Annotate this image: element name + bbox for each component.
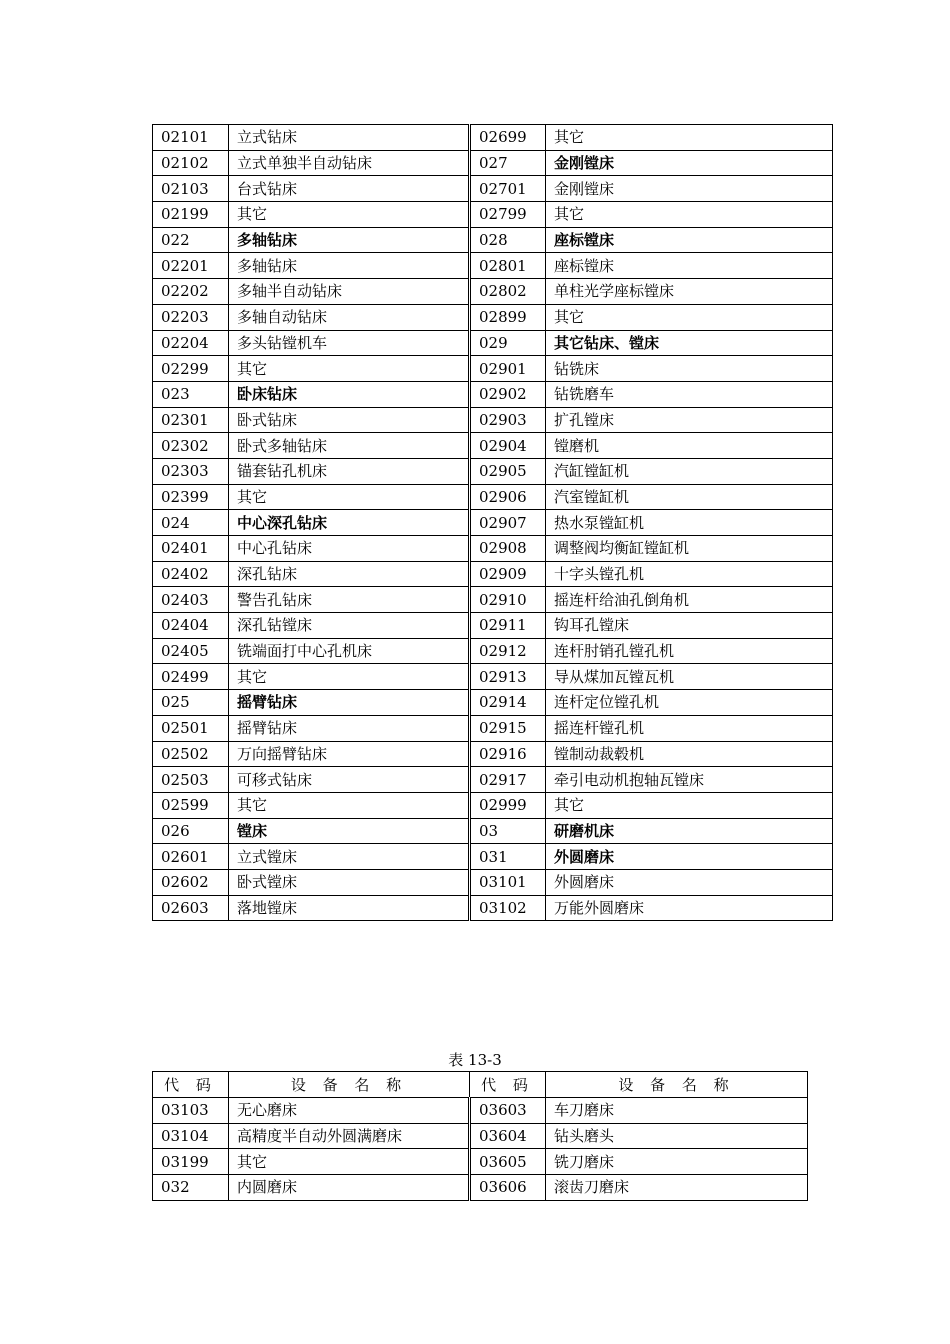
table-body [153,125,833,921]
code-cell-right: 03606 [470,1175,546,1201]
name-cell-right: 汽缸镗缸机 [546,458,833,484]
table-row [153,561,833,587]
code-cell-right: 03605 [470,1149,546,1175]
name-cell-right: 牵引电动机抱轴瓦镗床 [546,767,833,793]
name-cell-left: 卧式钻床 [229,407,470,433]
name-cell-left: 深孔钻床 [229,561,470,587]
code-cell-left: 026 [153,818,229,844]
code-cell-left: 02201 [153,253,229,279]
code-cell-left: 02402 [153,561,229,587]
code-cell-right: 02907 [470,510,546,536]
name-cell-left: 卧式多轴钻床 [229,433,470,459]
code-cell-left: 02103 [153,176,229,202]
name-cell-left: 其它 [229,664,470,690]
name-cell-right: 镗制动裁毂机 [546,741,833,767]
name-cell-right: 摇连杆镗孔机 [546,715,833,741]
name-cell-left: 多轴钻床 [229,227,470,253]
code-cell-right: 02909 [470,561,546,587]
table-row [153,895,833,921]
name-cell-right: 导从煤加瓦镗瓦机 [546,664,833,690]
table-row [153,818,833,844]
table-row [153,767,833,793]
code-cell-right: 02914 [470,690,546,716]
code-cell-left: 025 [153,690,229,716]
table-row [153,715,833,741]
name-cell-left: 中心深孔钻床 [229,510,470,536]
table-body [153,1098,808,1201]
code-cell-left: 03103 [153,1098,229,1124]
name-cell-right: 连杆肘销孔镗孔机 [546,638,833,664]
code-cell-right: 02917 [470,767,546,793]
code-cell-left: 02502 [153,741,229,767]
code-cell-left: 02501 [153,715,229,741]
code-cell-left: 023 [153,381,229,407]
name-cell-right: 外圆磨床 [546,844,833,870]
name-cell-right: 钻铣床 [546,356,833,382]
table-row [153,202,833,228]
code-cell-right: 027 [470,150,546,176]
name-cell-right: 滚齿刀磨床 [546,1175,808,1201]
name-cell-right: 铣刀磨床 [546,1149,808,1175]
name-cell-left: 多轴钻床 [229,253,470,279]
table-row [153,536,833,562]
code-cell-left: 02603 [153,895,229,921]
code-cell-left: 02601 [153,844,229,870]
name-cell-right: 钩耳孔镗床 [546,613,833,639]
code-cell-left: 02203 [153,304,229,330]
table-row [153,792,833,818]
code-cell-right: 03 [470,818,546,844]
table-row [153,1149,808,1175]
table-caption: 表 13-3 [448,1051,502,1069]
code-cell-right: 031 [470,844,546,870]
name-cell-left: 锚套钻孔机床 [229,458,470,484]
code-cell-left: 02602 [153,869,229,895]
table-row [153,279,833,305]
table-row [153,407,833,433]
name-cell-right: 钻铣磨车 [546,381,833,407]
table-row [153,1123,808,1149]
name-cell-right: 金刚镗床 [546,176,833,202]
code-cell-right: 028 [470,227,546,253]
code-cell-left: 02303 [153,458,229,484]
header-code-left: 代 码 [153,1072,229,1098]
name-cell-right: 研磨机床 [546,818,833,844]
code-cell-left: 02102 [153,150,229,176]
name-cell-left: 高精度半自动外圆满磨床 [229,1123,470,1149]
name-cell-left: 立式钻床 [229,125,470,151]
table-row [153,125,833,151]
code-cell-left: 02299 [153,356,229,382]
name-cell-right: 连杆定位镗孔机 [546,690,833,716]
name-cell-right: 其它 [546,202,833,228]
name-cell-right: 调整阀均衡缸镗缸机 [546,536,833,562]
code-cell-left: 03199 [153,1149,229,1175]
name-cell-right: 座标镗床 [546,227,833,253]
code-cell-left: 022 [153,227,229,253]
table-row [153,510,833,536]
code-cell-right: 03604 [470,1123,546,1149]
code-cell-left: 02199 [153,202,229,228]
header-name-left: 设 备 名 称 [229,1072,470,1098]
table-row [153,484,833,510]
code-cell-right: 03102 [470,895,546,921]
name-cell-left: 落地镗床 [229,895,470,921]
code-cell-right: 02904 [470,433,546,459]
name-cell-right: 汽室镗缸机 [546,484,833,510]
table-row [153,356,833,382]
name-cell-left: 可移式钻床 [229,767,470,793]
code-cell-right: 02701 [470,176,546,202]
name-cell-right: 钻头磨头 [546,1123,808,1149]
name-cell-left: 摇臂钻床 [229,690,470,716]
name-cell-left: 卧式镗床 [229,869,470,895]
table-row [153,690,833,716]
table-row [153,253,833,279]
table-row [153,638,833,664]
table-row [153,227,833,253]
code-cell-right: 03603 [470,1098,546,1124]
table-row [153,458,833,484]
code-cell-left: 02503 [153,767,229,793]
table-row [153,869,833,895]
code-cell-left: 02401 [153,536,229,562]
equipment-code-table-continued [152,124,833,921]
code-cell-right: 02799 [470,202,546,228]
code-cell-left: 02403 [153,587,229,613]
name-cell-left: 万向摇臂钻床 [229,741,470,767]
name-cell-left: 内圆磨床 [229,1175,470,1201]
code-cell-right: 03101 [470,869,546,895]
code-cell-right: 02903 [470,407,546,433]
table-row [153,150,833,176]
code-cell-right: 029 [470,330,546,356]
name-cell-left: 深孔钻镗床 [229,613,470,639]
name-cell-right: 座标镗床 [546,253,833,279]
table-row [153,304,833,330]
table-row [153,1175,808,1201]
code-cell-left: 02204 [153,330,229,356]
name-cell-left: 摇臂钻床 [229,715,470,741]
name-cell-left: 无心磨床 [229,1098,470,1124]
code-cell-right: 02801 [470,253,546,279]
code-cell-left: 02404 [153,613,229,639]
equipment-code-table-13-3 [152,1071,808,1201]
code-cell-right: 02908 [470,536,546,562]
name-cell-left: 中心孔钻床 [229,536,470,562]
code-cell-right: 02902 [470,381,546,407]
code-cell-left: 032 [153,1175,229,1201]
name-cell-left: 立式单独半自动钻床 [229,150,470,176]
code-cell-left: 03104 [153,1123,229,1149]
table-row [153,613,833,639]
name-cell-left: 其它 [229,356,470,382]
name-cell-right: 十字头镗孔机 [546,561,833,587]
name-cell-left: 警告孔钻床 [229,587,470,613]
code-cell-left: 02202 [153,279,229,305]
table-row [153,587,833,613]
header-name-right: 设 备 名 称 [546,1072,808,1098]
name-cell-right: 其它 [546,125,833,151]
table-row [153,664,833,690]
code-cell-right: 02912 [470,638,546,664]
name-cell-right: 其它钻床、镗床 [546,330,833,356]
name-cell-right: 金刚镗床 [546,150,833,176]
name-cell-left: 其它 [229,484,470,510]
table-row [153,176,833,202]
name-cell-right: 车刀磨床 [546,1098,808,1124]
name-cell-right: 万能外圆磨床 [546,895,833,921]
code-cell-right: 02901 [470,356,546,382]
code-cell-right: 02911 [470,613,546,639]
code-cell-right: 02910 [470,587,546,613]
name-cell-left: 镗床 [229,818,470,844]
code-cell-left: 02599 [153,792,229,818]
code-cell-right: 02905 [470,458,546,484]
name-cell-right: 扩孔镗床 [546,407,833,433]
name-cell-right: 其它 [546,792,833,818]
name-cell-left: 其它 [229,792,470,818]
name-cell-left: 多轴半自动钻床 [229,279,470,305]
code-cell-left: 024 [153,510,229,536]
code-cell-left: 02399 [153,484,229,510]
code-cell-right: 02906 [470,484,546,510]
code-cell-right: 02915 [470,715,546,741]
header-code-right: 代 码 [470,1072,546,1098]
code-cell-right: 02899 [470,304,546,330]
name-cell-left: 多头钻镗机车 [229,330,470,356]
code-cell-left: 02301 [153,407,229,433]
name-cell-right: 其它 [546,304,833,330]
name-cell-left: 其它 [229,1149,470,1175]
table-row [153,433,833,459]
code-cell-right: 02916 [470,741,546,767]
code-cell-left: 02101 [153,125,229,151]
name-cell-left: 卧床钻床 [229,381,470,407]
table-row [153,381,833,407]
name-cell-left: 台式钻床 [229,176,470,202]
table-row [153,741,833,767]
name-cell-left: 铣端面打中心孔机床 [229,638,470,664]
name-cell-left: 多轴自动钻床 [229,304,470,330]
name-cell-right: 摇连杆给油孔倒角机 [546,587,833,613]
name-cell-right: 镗磨机 [546,433,833,459]
name-cell-right: 热水泵镗缸机 [546,510,833,536]
name-cell-right: 单柱光学座标镗床 [546,279,833,305]
code-cell-left: 02302 [153,433,229,459]
name-cell-left: 其它 [229,202,470,228]
name-cell-left: 立式镗床 [229,844,470,870]
table-row [153,330,833,356]
code-cell-right: 02913 [470,664,546,690]
code-cell-right: 02802 [470,279,546,305]
table-row [153,844,833,870]
code-cell-left: 02405 [153,638,229,664]
code-cell-left: 02499 [153,664,229,690]
code-cell-right: 02699 [470,125,546,151]
name-cell-right: 外圆磨床 [546,869,833,895]
header-row [153,1072,808,1098]
code-cell-right: 02999 [470,792,546,818]
table-row [153,1098,808,1124]
